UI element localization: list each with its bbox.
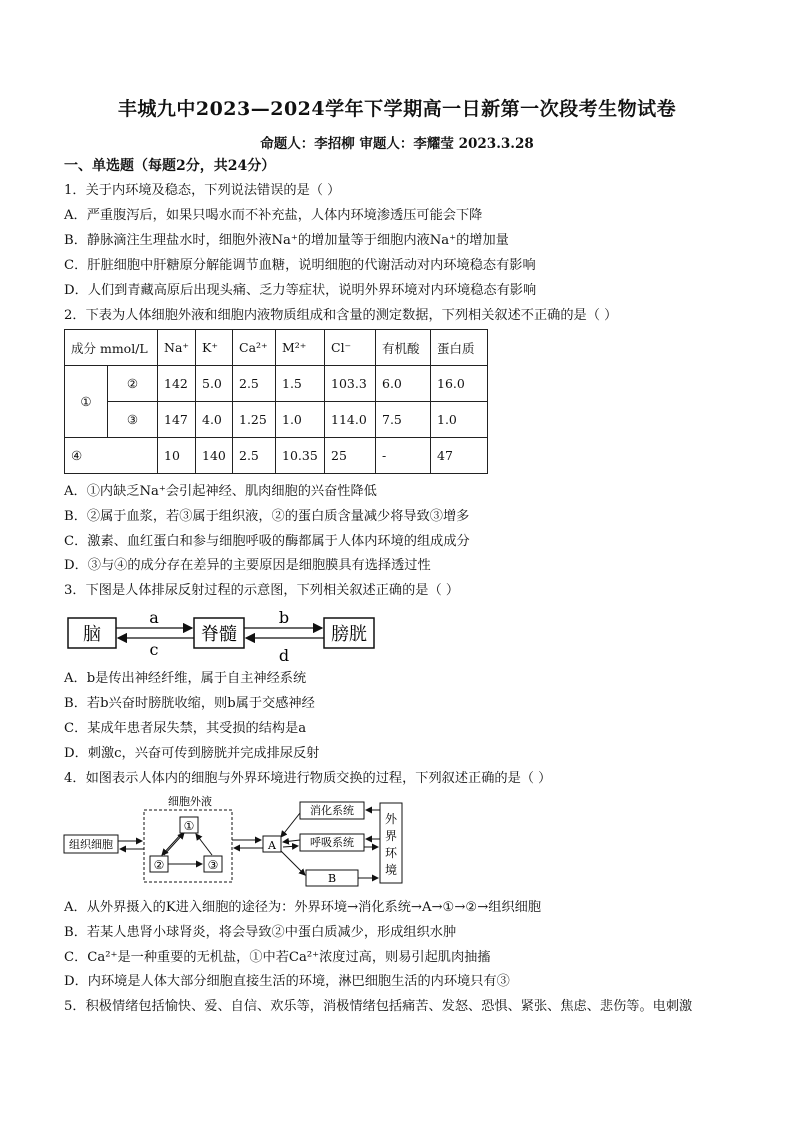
table-cell: 2.5 <box>233 438 276 474</box>
arrow-digestive-a <box>281 813 300 837</box>
table-cell: ③ <box>108 402 158 438</box>
table-cell: 7.5 <box>376 402 431 438</box>
table-header-cell: M²⁺ <box>276 330 325 366</box>
q3-option-d: D．刺激c，兴奋可传到膀胱并完成排尿反射 <box>64 746 320 761</box>
external-char-2: 界 <box>384 829 398 843</box>
table-cell: 25 <box>325 438 376 474</box>
q4-option-a: A．从外界摄入的K进入细胞的途径为：外界环境→消化系统→A→①→②→组织细胞 <box>64 900 542 915</box>
label-d: d <box>278 646 290 664</box>
label-a: a <box>149 608 159 627</box>
respiratory-label: 呼吸系统 <box>310 836 354 849</box>
q2-stem: 2．下表为人体细胞外液和细胞内液物质组成和含量的测定数据，下列相关叙述不正确的是（ ） <box>64 308 618 323</box>
extracellular-label: 细胞外液 <box>168 795 212 808</box>
table-cell: 16.0 <box>431 366 488 402</box>
table-cell: ① <box>65 366 108 438</box>
label-c: c <box>149 640 159 659</box>
table-header-cell: 成分 mmol/L <box>65 330 158 366</box>
q4-option-b: B．若某人患肾小球肾炎，将会导致②中蛋白质减少，形成组织水肿 <box>64 925 457 940</box>
table-cell: 142 <box>158 366 196 402</box>
table-header-cell: K⁺ <box>196 330 233 366</box>
external-char-3: 环 <box>384 846 398 860</box>
q4-option-d: D．内环境是人体大部分细胞直接生活的环境，淋巴细胞生活的内环境只有③ <box>64 974 510 989</box>
external-char-4: 境 <box>384 863 398 877</box>
table-cell: 10.35 <box>276 438 325 474</box>
table-cell: 1.25 <box>233 402 276 438</box>
q3-option-c: C．某成年患者尿失禁，其受损的结构是a <box>64 721 307 736</box>
spine-label: 脊髓 <box>201 624 237 645</box>
q3-option-b: B．若b兴奋时膀胱收缩，则b属于交感神经 <box>64 696 315 711</box>
table-cell: 140 <box>196 438 233 474</box>
table-cell: 47 <box>431 438 488 474</box>
table-cell: 1.5 <box>276 366 325 402</box>
q3-stem: 3．下图是人体排尿反射过程的示意图，下列相关叙述正确的是（ ） <box>64 583 460 598</box>
digestive-label: 消化系统 <box>310 804 354 817</box>
table-header-cell: Ca²⁺ <box>233 330 276 366</box>
node-1-label: ① <box>183 819 195 833</box>
arrow-resp-a <box>283 840 300 842</box>
table-cell: 6.0 <box>376 366 431 402</box>
q1-option-c: C．肝脏细胞中肝糖原分解能调节血糖，说明细胞的代谢活动对内环境稳态有影响 <box>64 258 536 273</box>
q4-stem: 4．如图表示人体内的细胞与外界环境进行物质交换的过程，下列叙述正确的是（ ） <box>64 771 552 786</box>
q2-option-c: C．激素、血红蛋白和参与细胞呼吸的酶都属于人体内环境的组成成分 <box>64 534 470 549</box>
table-cell: - <box>376 438 431 474</box>
table-cell: 114.0 <box>325 402 376 438</box>
table-cell: 5.0 <box>196 366 233 402</box>
q3-option-a: A．b是传出神经纤维，属于自主神经系统 <box>64 671 307 686</box>
exam-subtitle: 命题人：李招柳 审题人：李耀莹 2023.3.28 <box>260 136 534 152</box>
table-row <box>65 438 488 474</box>
arrow-2-1 <box>164 833 184 855</box>
q5-stem: 5．积极情绪包括愉快、爱、自信、欢乐等，消极情绪包括痛苦、发怒、恐惧、紧张、焦虑、悲伤等。电刺激 <box>64 999 693 1014</box>
arrow-1-2 <box>162 833 182 855</box>
table-row <box>65 366 488 402</box>
q1-option-a: A．严重腹泻后，如果只喝水而不补充盐，人体内环境渗透压可能会下降 <box>64 208 483 223</box>
node-3-label: ③ <box>207 858 219 872</box>
brain-label: 脑 <box>83 624 101 645</box>
table-cell: 10 <box>158 438 196 474</box>
table-cell: 147 <box>158 402 196 438</box>
arrow-a-b <box>281 851 305 875</box>
q2-option-a: A．①内缺乏Na⁺会引起神经、肌肉细胞的兴奋性降低 <box>64 484 377 499</box>
q4-option-c: C．Ca²⁺是一种重要的无机盐，①中若Ca²⁺浓度过高，则易引起肌肉抽搐 <box>64 950 491 965</box>
q3-reflex-diagram <box>60 606 380 664</box>
node-2-label: ② <box>153 858 165 872</box>
table-cell: ② <box>108 366 158 402</box>
table-header-cell: Na⁺ <box>158 330 196 366</box>
table-cell: 4.0 <box>196 402 233 438</box>
q2-option-b: B．②属于血浆，若③属于组织液，②的蛋白质含量减少将导致③增多 <box>64 509 470 524</box>
table-cell: 2.5 <box>233 366 276 402</box>
q1-stem: 1．关于内环境及稳态，下列说法错误的是（ ） <box>64 183 341 198</box>
table-header-cell: Cl⁻ <box>325 330 376 366</box>
table-header-row <box>65 330 488 366</box>
tissue-cell-label: 组织细胞 <box>69 838 113 851</box>
node-b-label: B <box>327 872 337 885</box>
table-cell: ④ <box>65 438 158 474</box>
q1-option-b: B．静脉滴注生理盐水时，细胞外液Na⁺的增加量等于细胞内液Na⁺的增加量 <box>64 233 509 248</box>
q1-option-d: D．人们到青藏高原后出现头痛、乏力等症状，说明外界环境对内环境稳态有影响 <box>64 283 537 298</box>
table-row <box>65 402 488 438</box>
table-cell: 103.3 <box>325 366 376 402</box>
table-header-cell: 蛋白质 <box>431 330 488 366</box>
node-a-label: A <box>268 839 276 852</box>
q2-option-d: D．③与④的成分存在差异的主要原因是细胞膜具有选择透过性 <box>64 558 431 573</box>
section-heading: 一、单选题（每题2分，共24分） <box>64 158 276 174</box>
q2-data-table <box>64 329 488 474</box>
arrow-3-1 <box>196 834 212 855</box>
external-char-1: 外 <box>384 812 398 826</box>
exam-title: 丰城九中2023—2024学年下学期高一日新第一次段考生物试卷 <box>117 98 677 120</box>
table-cell: 1.0 <box>431 402 488 438</box>
label-b: b <box>278 608 290 627</box>
bladder-label: 膀胱 <box>331 624 367 645</box>
table-cell: 1.0 <box>276 402 325 438</box>
table-header-cell: 有机酸 <box>376 330 431 366</box>
arrow-a-resp <box>283 846 298 847</box>
q4-exchange-diagram <box>62 793 407 893</box>
